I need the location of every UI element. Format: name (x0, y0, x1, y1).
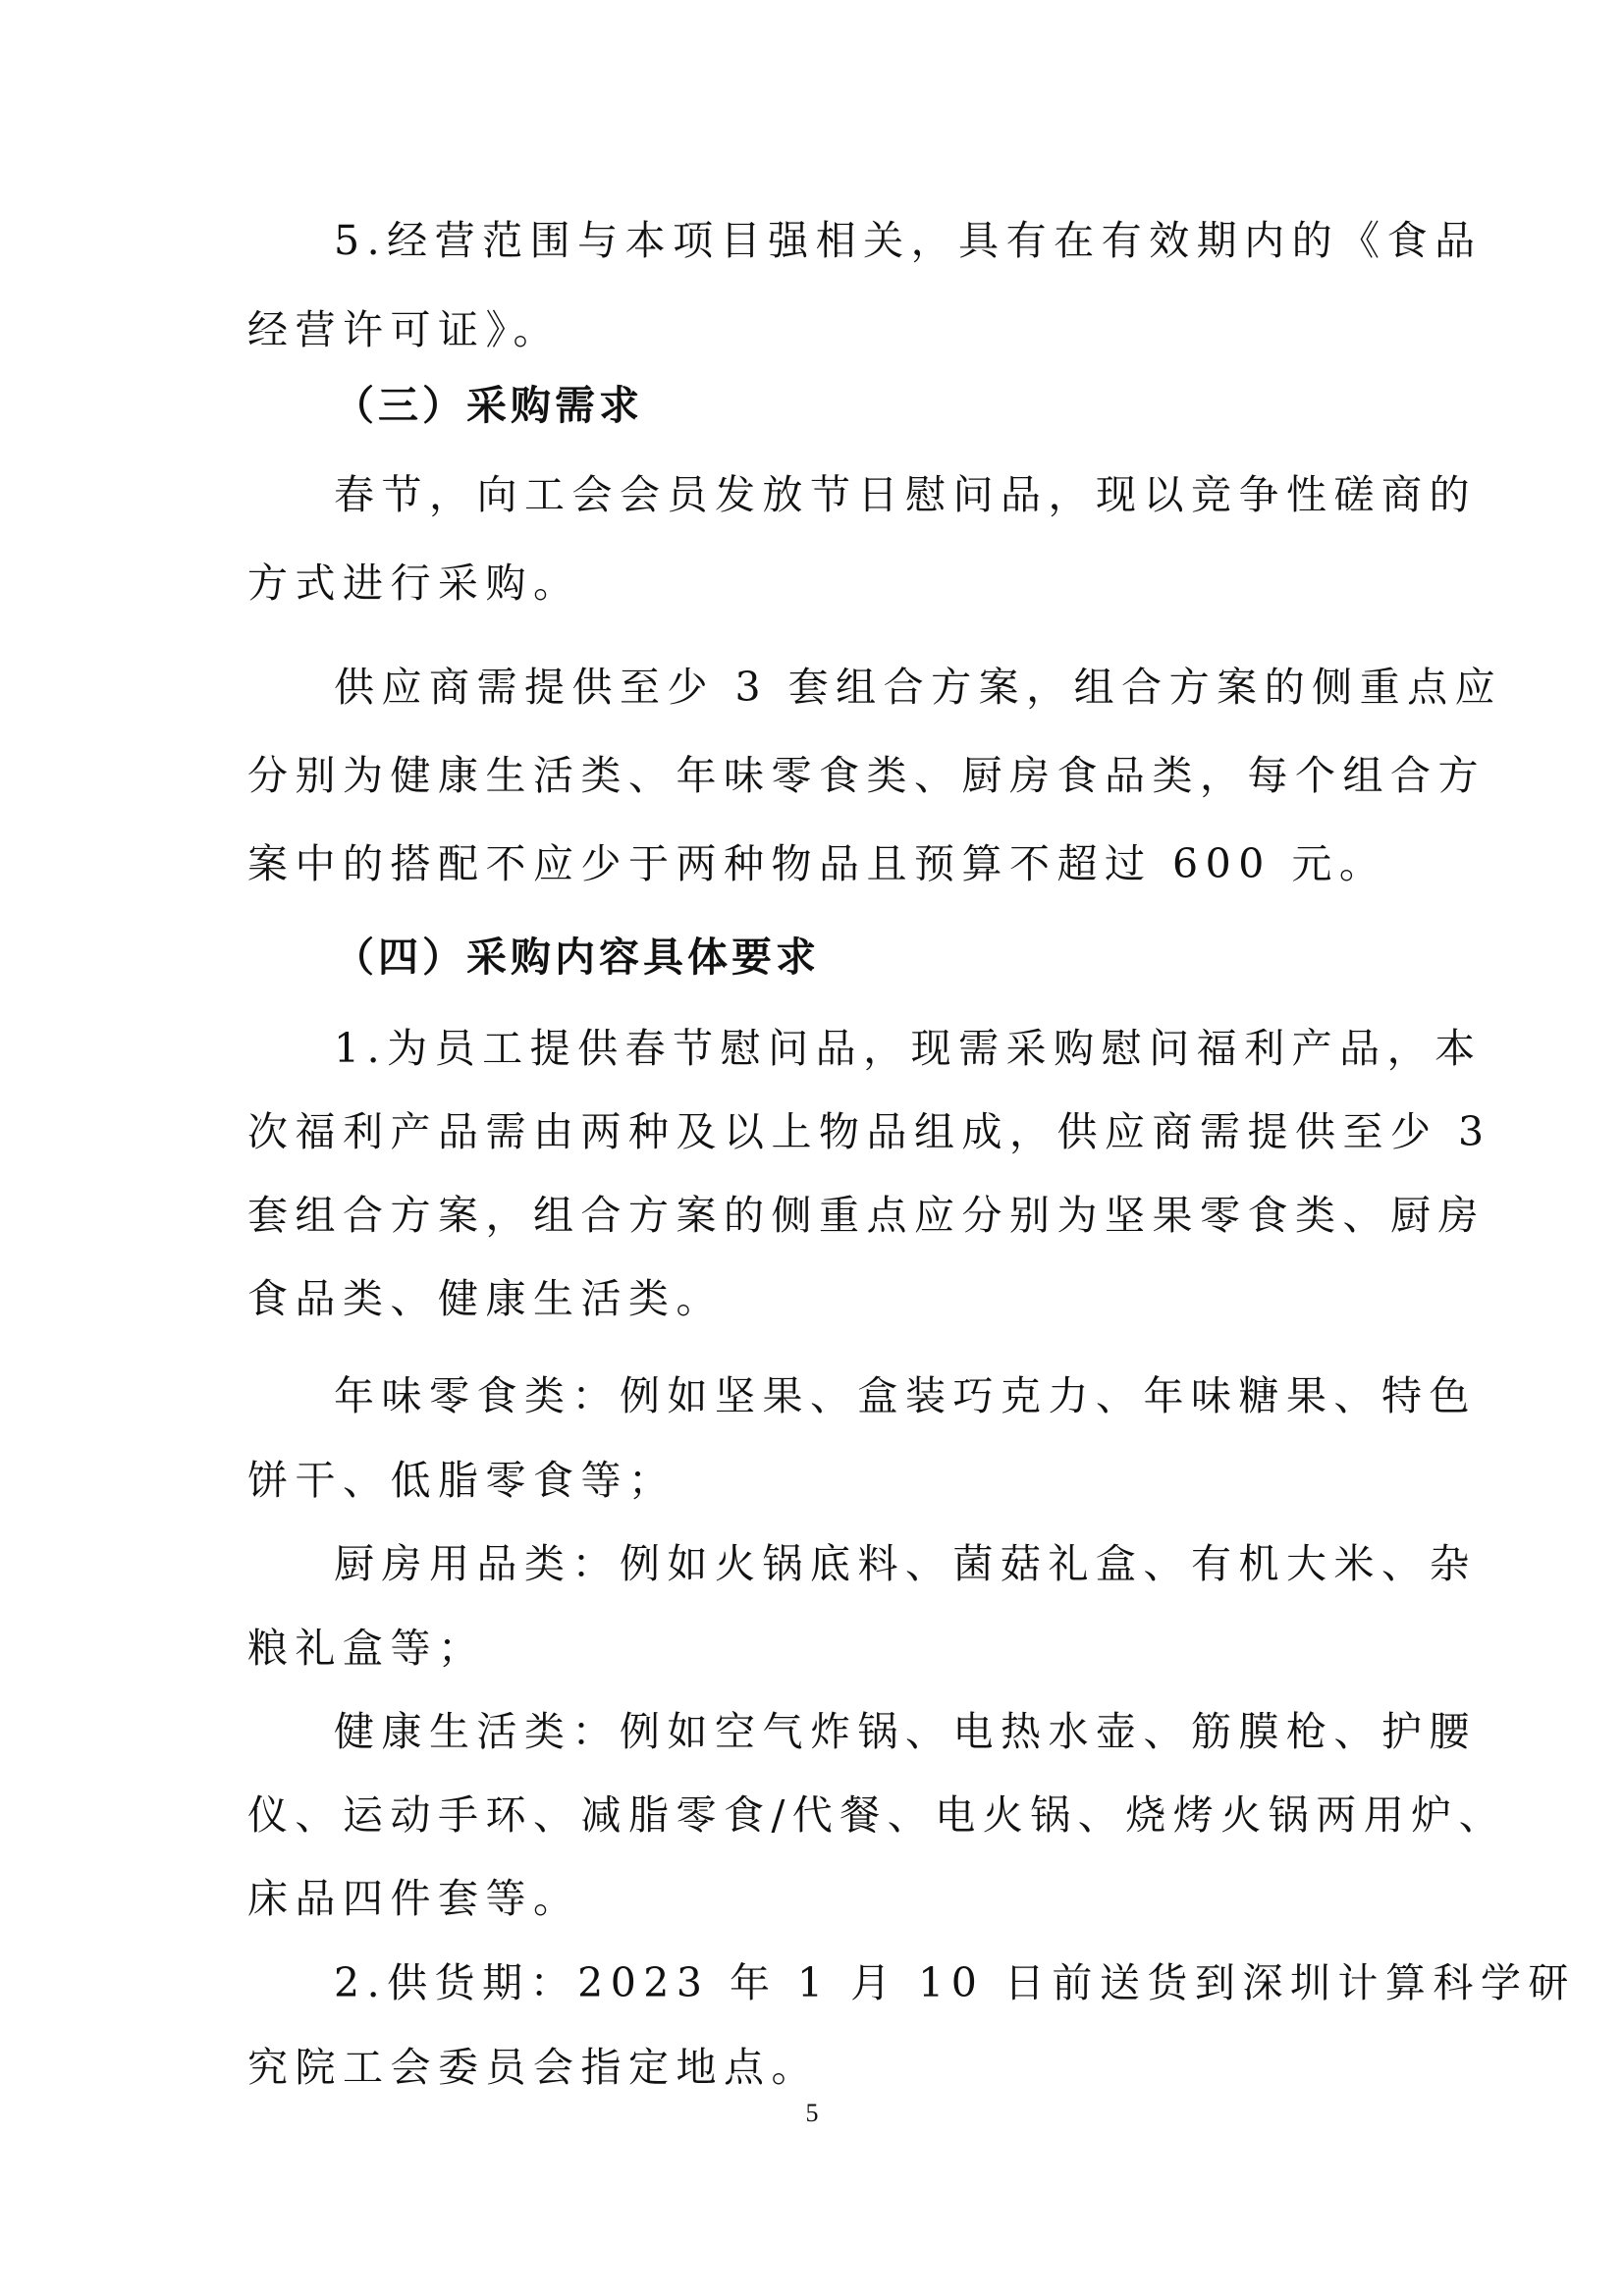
paragraph-line: 春节，向工会会员发放节日慰问品，现以竞争性磋商的 (334, 471, 1477, 518)
paragraph-line: 2.供货期：2023 年 1 月 10 日前送货到深圳计算科学研 (334, 1959, 1576, 2006)
paragraph-line: 供应商需提供至少 3 套组合方案，组合方案的侧重点应 (334, 664, 1503, 711)
paragraph-line: 厨房用品类：例如火锅底料、菌菇礼盒、有机大米、杂 (334, 1540, 1477, 1587)
page-number: 5 (805, 2099, 819, 2127)
paragraph-line: 套组合方案，组合方案的侧重点应分别为坚果零食类、厨房 (247, 1192, 1486, 1239)
paragraph-line: 粮礼盒等； (247, 1625, 486, 1672)
paragraph-line: 分别为健康生活类、年味零食类、厨房食品类，每个组合方 (247, 752, 1486, 799)
paragraph-line: 5.经营范围与本项目强相关，具有在有效期内的《食品 (334, 217, 1483, 264)
paragraph-line: 经营许可证》。 (247, 306, 561, 353)
section-heading: （三）采购需求 (334, 382, 643, 429)
paragraph-line: 究院工会委员会指定地点。 (247, 2044, 819, 2091)
paragraph-line: 次福利产品需由两种及以上物品组成，供应商需提供至少 3 (247, 1108, 1491, 1155)
paragraph-line: 床品四件套等。 (247, 1875, 581, 1922)
paragraph-line: 方式进行采购。 (247, 560, 581, 607)
paragraph-line: 健康生活类：例如空气炸锅、电热水壶、筋膜枪、护腰 (334, 1708, 1477, 1755)
paragraph-line: 案中的搭配不应少于两种物品且预算不超过 600 元。 (247, 840, 1387, 887)
paragraph-line: 1.为员工提供春节慰问品，现需采购慰问福利产品，本 (334, 1025, 1483, 1072)
paragraph-line: 年味零食类：例如坚果、盒装巧克力、年味糖果、特色 (334, 1372, 1477, 1419)
paragraph-line: 仪、运动手环、减脂零食/代餐、电火锅、烧烤火锅两用炉、 (247, 1791, 1507, 1839)
paragraph-line: 饼干、低脂零食等； (247, 1457, 677, 1504)
section-heading: （四）采购内容具体要求 (334, 934, 820, 981)
paragraph-line: 食品类、健康生活类。 (247, 1275, 724, 1322)
